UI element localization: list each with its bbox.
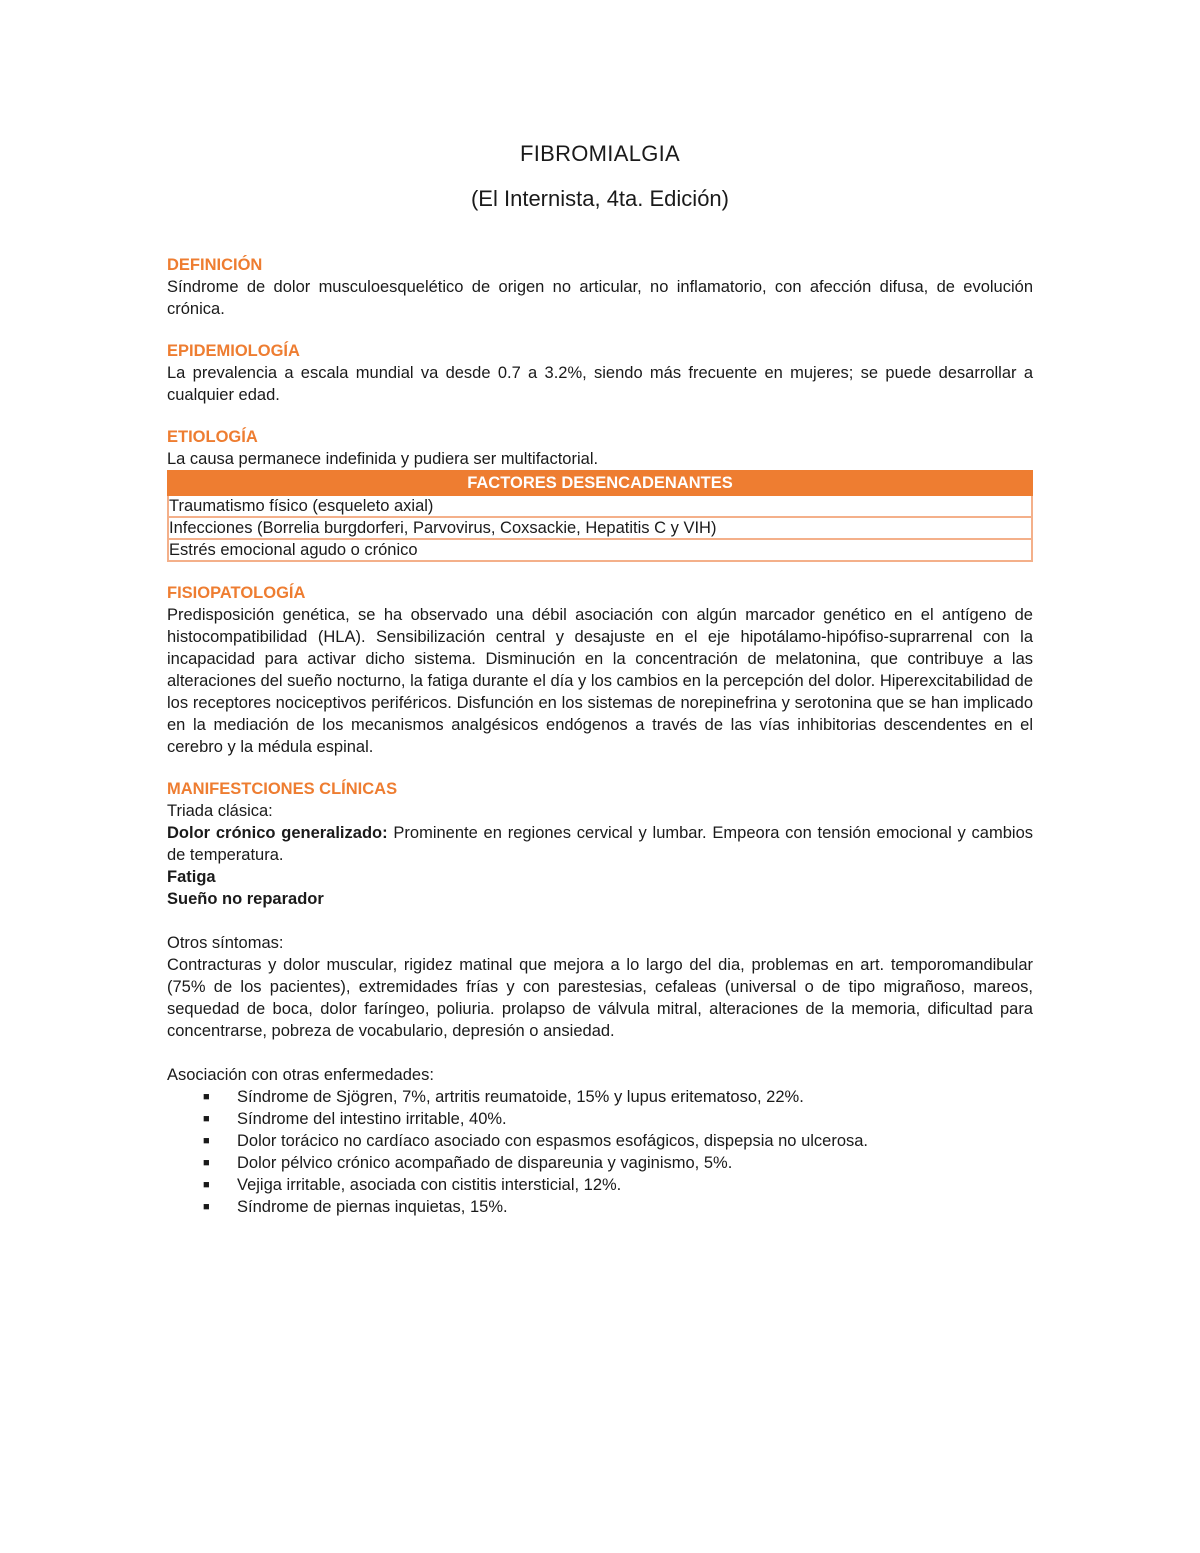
dolor-label: Dolor crónico generalizado: [167, 824, 388, 842]
spacer [167, 1042, 1033, 1064]
document-page [167, 0, 1033, 1218]
sueno-label: Sueño no reparador [167, 890, 324, 908]
triada-label: Triada clásica: [167, 802, 273, 820]
list-item-text: Dolor pélvico crónico acompañado de dispareunia y vaginismo, 5%. [237, 1154, 733, 1172]
fisiopatologia-text: Predisposición genética, se ha observado una débil asociación con algún marcador genético en el antígeno de histocompatibilidad (HLA). Sensibilización central y desajuste en el eje hipotálamo-hipófiso-suprarrenal con la incapacidad para activar dicho sistema. Disminución en la concentración de melatonina, que contribuye a las alteraciones del sueño nocturno, la fatiga durante el día y los cambios en la percepción del dolor. Hiperexcitabilidad de los receptores nociceptivos periféricos. Disfunción en los sistemas de norepinefrina y serotonina que se han implicado en la mediación de los mecanismos analgésicos endógenos a través de las vías inhibitorias descendentes en el cerebro y la médula espinal. [167, 606, 1033, 756]
factores-table-row: Estrés emocional agudo o crónico [168, 539, 1032, 561]
spacer [167, 910, 1033, 932]
section-fisiopatologia [167, 582, 1033, 758]
document-subtitle: (El Internista, 4ta. Edición) [470, 186, 729, 211]
square-bullet-icon: ■ [203, 1113, 210, 1125]
square-bullet-icon: ■ [203, 1091, 210, 1103]
fatiga-label: Fatiga [167, 868, 216, 886]
factores-table-row: Traumatismo físico (esqueleto axial) [168, 495, 1032, 517]
factores-table-row: Infecciones (Borrelia burgdorferi, Parvovirus, Coxsackie, Hepatitis C y VIH) [168, 517, 1032, 539]
document-title: FIBROMIALGIA [519, 141, 681, 166]
square-bullet-icon: ■ [203, 1157, 210, 1169]
square-bullet-icon: ■ [203, 1135, 210, 1147]
section-heading-epidemiologia: EPIDEMIOLOGÍA [167, 342, 300, 360]
list-item [167, 1086, 1033, 1108]
dolor-paragraph [167, 822, 1033, 866]
list-item-text: Síndrome del intestino irritable, 40%. [237, 1110, 507, 1128]
section-manifestaciones [167, 778, 1033, 1218]
list-item [167, 1108, 1033, 1130]
etiologia-text: La causa permanece indefinida y pudiera ser multifactorial. [167, 450, 599, 468]
asociaciones-list [167, 1086, 1033, 1218]
list-item [167, 1174, 1033, 1196]
asociacion-label: Asociación con otras enfermedades: [167, 1066, 434, 1084]
definicion-text: Síndrome de dolor musculoesquelético de origen no articular, no inflamatorio, con afección difusa, de evolución crónica. [167, 278, 1033, 318]
list-item [167, 1130, 1033, 1152]
section-heading-definicion: DEFINICIÓN [167, 256, 263, 274]
section-epidemiologia [167, 340, 1033, 406]
section-definicion [167, 254, 1033, 320]
square-bullet-icon: ■ [203, 1201, 210, 1213]
otros-text: Contracturas y dolor muscular, rigidez matinal que mejora a lo largo del dia, problemas en art. temporomandibular (75% de los pacientes), extremidades frías y con parestesias, cefaleas (universal o de tipo migrañoso, mareos, sequedad de boca, dolor faríngeo, poliuria. prolapso de válvula mitral, alteraciones de la memoria, dificultad para concentrarse, pobreza de vocabulario, depresión o ansiedad. [167, 956, 1033, 1040]
list-item-text: Vejiga irritable, asociada con cistitis intersticial, 12%. [237, 1176, 622, 1194]
list-item [167, 1152, 1033, 1174]
factores-table-header: FACTORES DESENCADENANTES [168, 471, 1032, 495]
factores-table [167, 470, 1033, 562]
otros-label: Otros síntomas: [167, 934, 284, 952]
section-heading-manifestaciones: MANIFESTCIONES CLÍNICAS [167, 780, 398, 798]
epidemiologia-text: La prevalencia a escala mundial va desde 0.7 a 3.2%, siendo más frecuente en mujeres; se puede desarrollar a cualquier edad. [167, 364, 1033, 404]
list-item-text: Dolor torácico no cardíaco asociado con espasmos esofágicos, dispepsia no ulcerosa. [237, 1132, 869, 1150]
section-heading-etiologia: ETIOLOGÍA [167, 428, 258, 446]
list-item [167, 1196, 1033, 1218]
square-bullet-icon: ■ [203, 1179, 210, 1191]
dolor-text: Prominente en regiones cervical y lumbar. Empeora con tensión emocional y cambios de temperatura. [167, 824, 1034, 864]
section-etiologia [167, 426, 1033, 562]
list-item-text: Síndrome de Sjögren, 7%, artritis reumatoide, 15% y lupus eritematoso, 22%. [237, 1088, 804, 1106]
section-heading-fisiopatologia: FISIOPATOLOGÍA [167, 584, 306, 602]
list-item-text: Síndrome de piernas inquietas, 15%. [237, 1198, 508, 1216]
